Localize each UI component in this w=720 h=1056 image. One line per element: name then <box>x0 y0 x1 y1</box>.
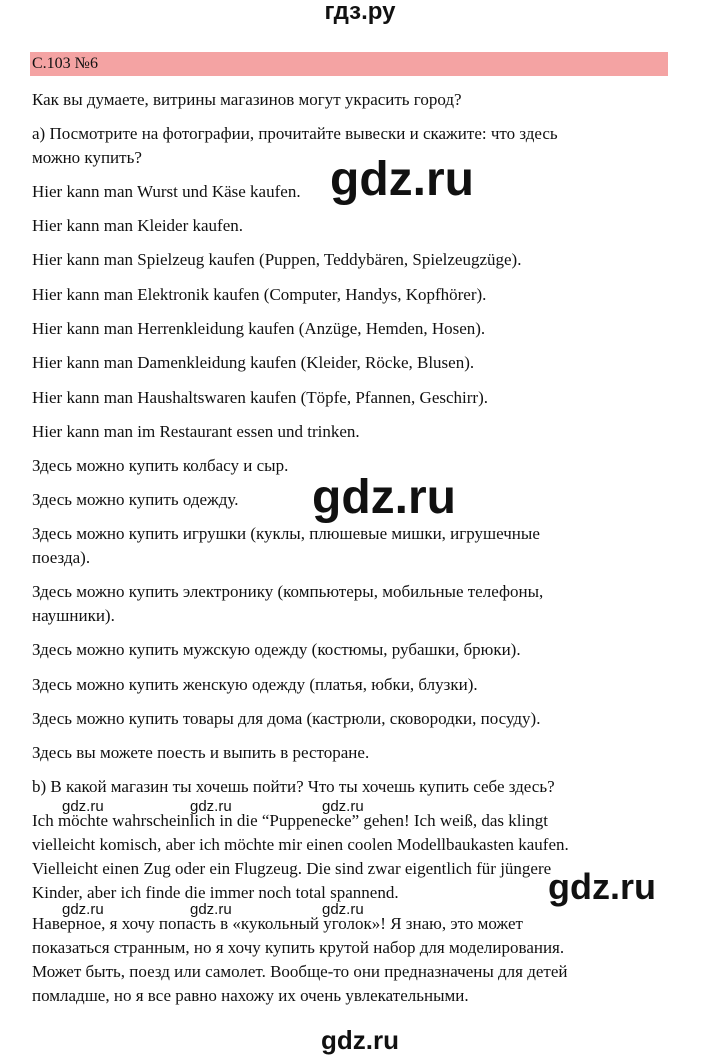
german-answer: Hier kann man Spielzeug kaufen (Puppen, Teddybären, Spielzeugzüge). <box>32 250 522 269</box>
task-a-line-1: а) Посмотрите на фотографии, прочитайте вывески и скажите: что здесь <box>32 124 558 143</box>
russian-answer: Здесь можно купить электронику (компьютеры, мобильные телефоны, <box>32 582 544 601</box>
task-b-russian-line: Может быть, поезд или самолет. Вообще-то они предназначены для детей <box>32 962 568 981</box>
russian-answer: поезда). <box>32 548 91 567</box>
page-number-banner: С.103 №6 <box>30 52 668 76</box>
task-b-german-line: Kinder, aber ich finde die immer noch total spannend. <box>32 883 399 902</box>
question-text: Как вы думаете, витрины магазинов могут украсить город? <box>32 90 462 109</box>
russian-answer: Здесь можно купить игрушки (куклы, плюшевые мишки, игрушечные <box>32 524 540 543</box>
task-b-russian-line: показаться странным, но я хочу купить крутой набор для моделирования. <box>32 938 565 957</box>
task-b-german-line: Vielleicht einen Zug oder ein Flugzeug. Die sind zwar eigentlich für jüngere <box>32 859 552 878</box>
watermark: gdz.ru <box>330 153 474 206</box>
task-b-german-line: vielleicht komisch, aber ich möchte mir einen coolen Modellbaukasten kaufen. <box>32 835 569 854</box>
watermark-small: gdz.ru <box>190 901 232 918</box>
german-answer: Hier kann man Elektronik kaufen (Computer, Handys, Kopfhörer). <box>32 285 487 304</box>
watermark-small: gdz.ru <box>322 901 364 918</box>
task-b-german-line: Ich möchte wahrscheinlich in die “Puppenecke” gehen! Ich weiß, das klingt <box>32 811 548 830</box>
footer-watermark: gdz.ru <box>321 1025 399 1055</box>
task-b-russian-line: Наверное, я хочу попасть в «кукольный уголок»! Я знаю, это может <box>32 914 523 933</box>
watermark-small: gdz.ru <box>322 798 364 815</box>
russian-answer: Здесь можно купить мужскую одежду (костюмы, рубашки, брюки). <box>32 640 521 659</box>
russian-answer: наушники). <box>32 606 115 625</box>
watermark-small: gdz.ru <box>190 798 232 815</box>
watermark-small: gdz.ru <box>62 901 104 918</box>
russian-answer: Здесь можно купить женскую одежду (платья, юбки, блузки). <box>32 675 478 694</box>
russian-answer: Здесь можно купить одежду. <box>32 490 239 509</box>
russian-answer: Здесь можно купить колбасу и сыр. <box>32 456 289 475</box>
german-answer: Hier kann man Haushaltswaren kaufen (Töpfe, Pfannen, Geschirr). <box>32 388 488 407</box>
german-answer: Hier kann man Kleider kaufen. <box>32 216 243 235</box>
task-a-line-2: можно купить? <box>32 148 142 167</box>
watermark: gdz.ru <box>548 866 656 907</box>
german-answer: Hier kann man im Restaurant essen und trinken. <box>32 422 360 441</box>
russian-answer: Здесь вы можете поесть и выпить в ресторане. <box>32 743 370 762</box>
watermark-small: gdz.ru <box>62 798 104 815</box>
site-header: гдз.ру <box>324 0 396 25</box>
task-b-question: b) В какой магазин ты хочешь пойти? Что ты хочешь купить себе здесь? <box>32 777 555 796</box>
task-b-russian-line: помладше, но я все равно нахожу их очень увлекательными. <box>32 986 469 1005</box>
german-answer: Hier kann man Wurst und Käse kaufen. <box>32 182 301 201</box>
watermark: gdz.ru <box>312 471 456 524</box>
german-answer: Hier kann man Herrenkleidung kaufen (Anzüge, Hemden, Hosen). <box>32 319 486 338</box>
german-answer: Hier kann man Damenkleidung kaufen (Kleider, Röcke, Blusen). <box>32 353 475 372</box>
russian-answer: Здесь можно купить товары для дома (кастрюли, сковородки, посуду). <box>32 709 541 728</box>
